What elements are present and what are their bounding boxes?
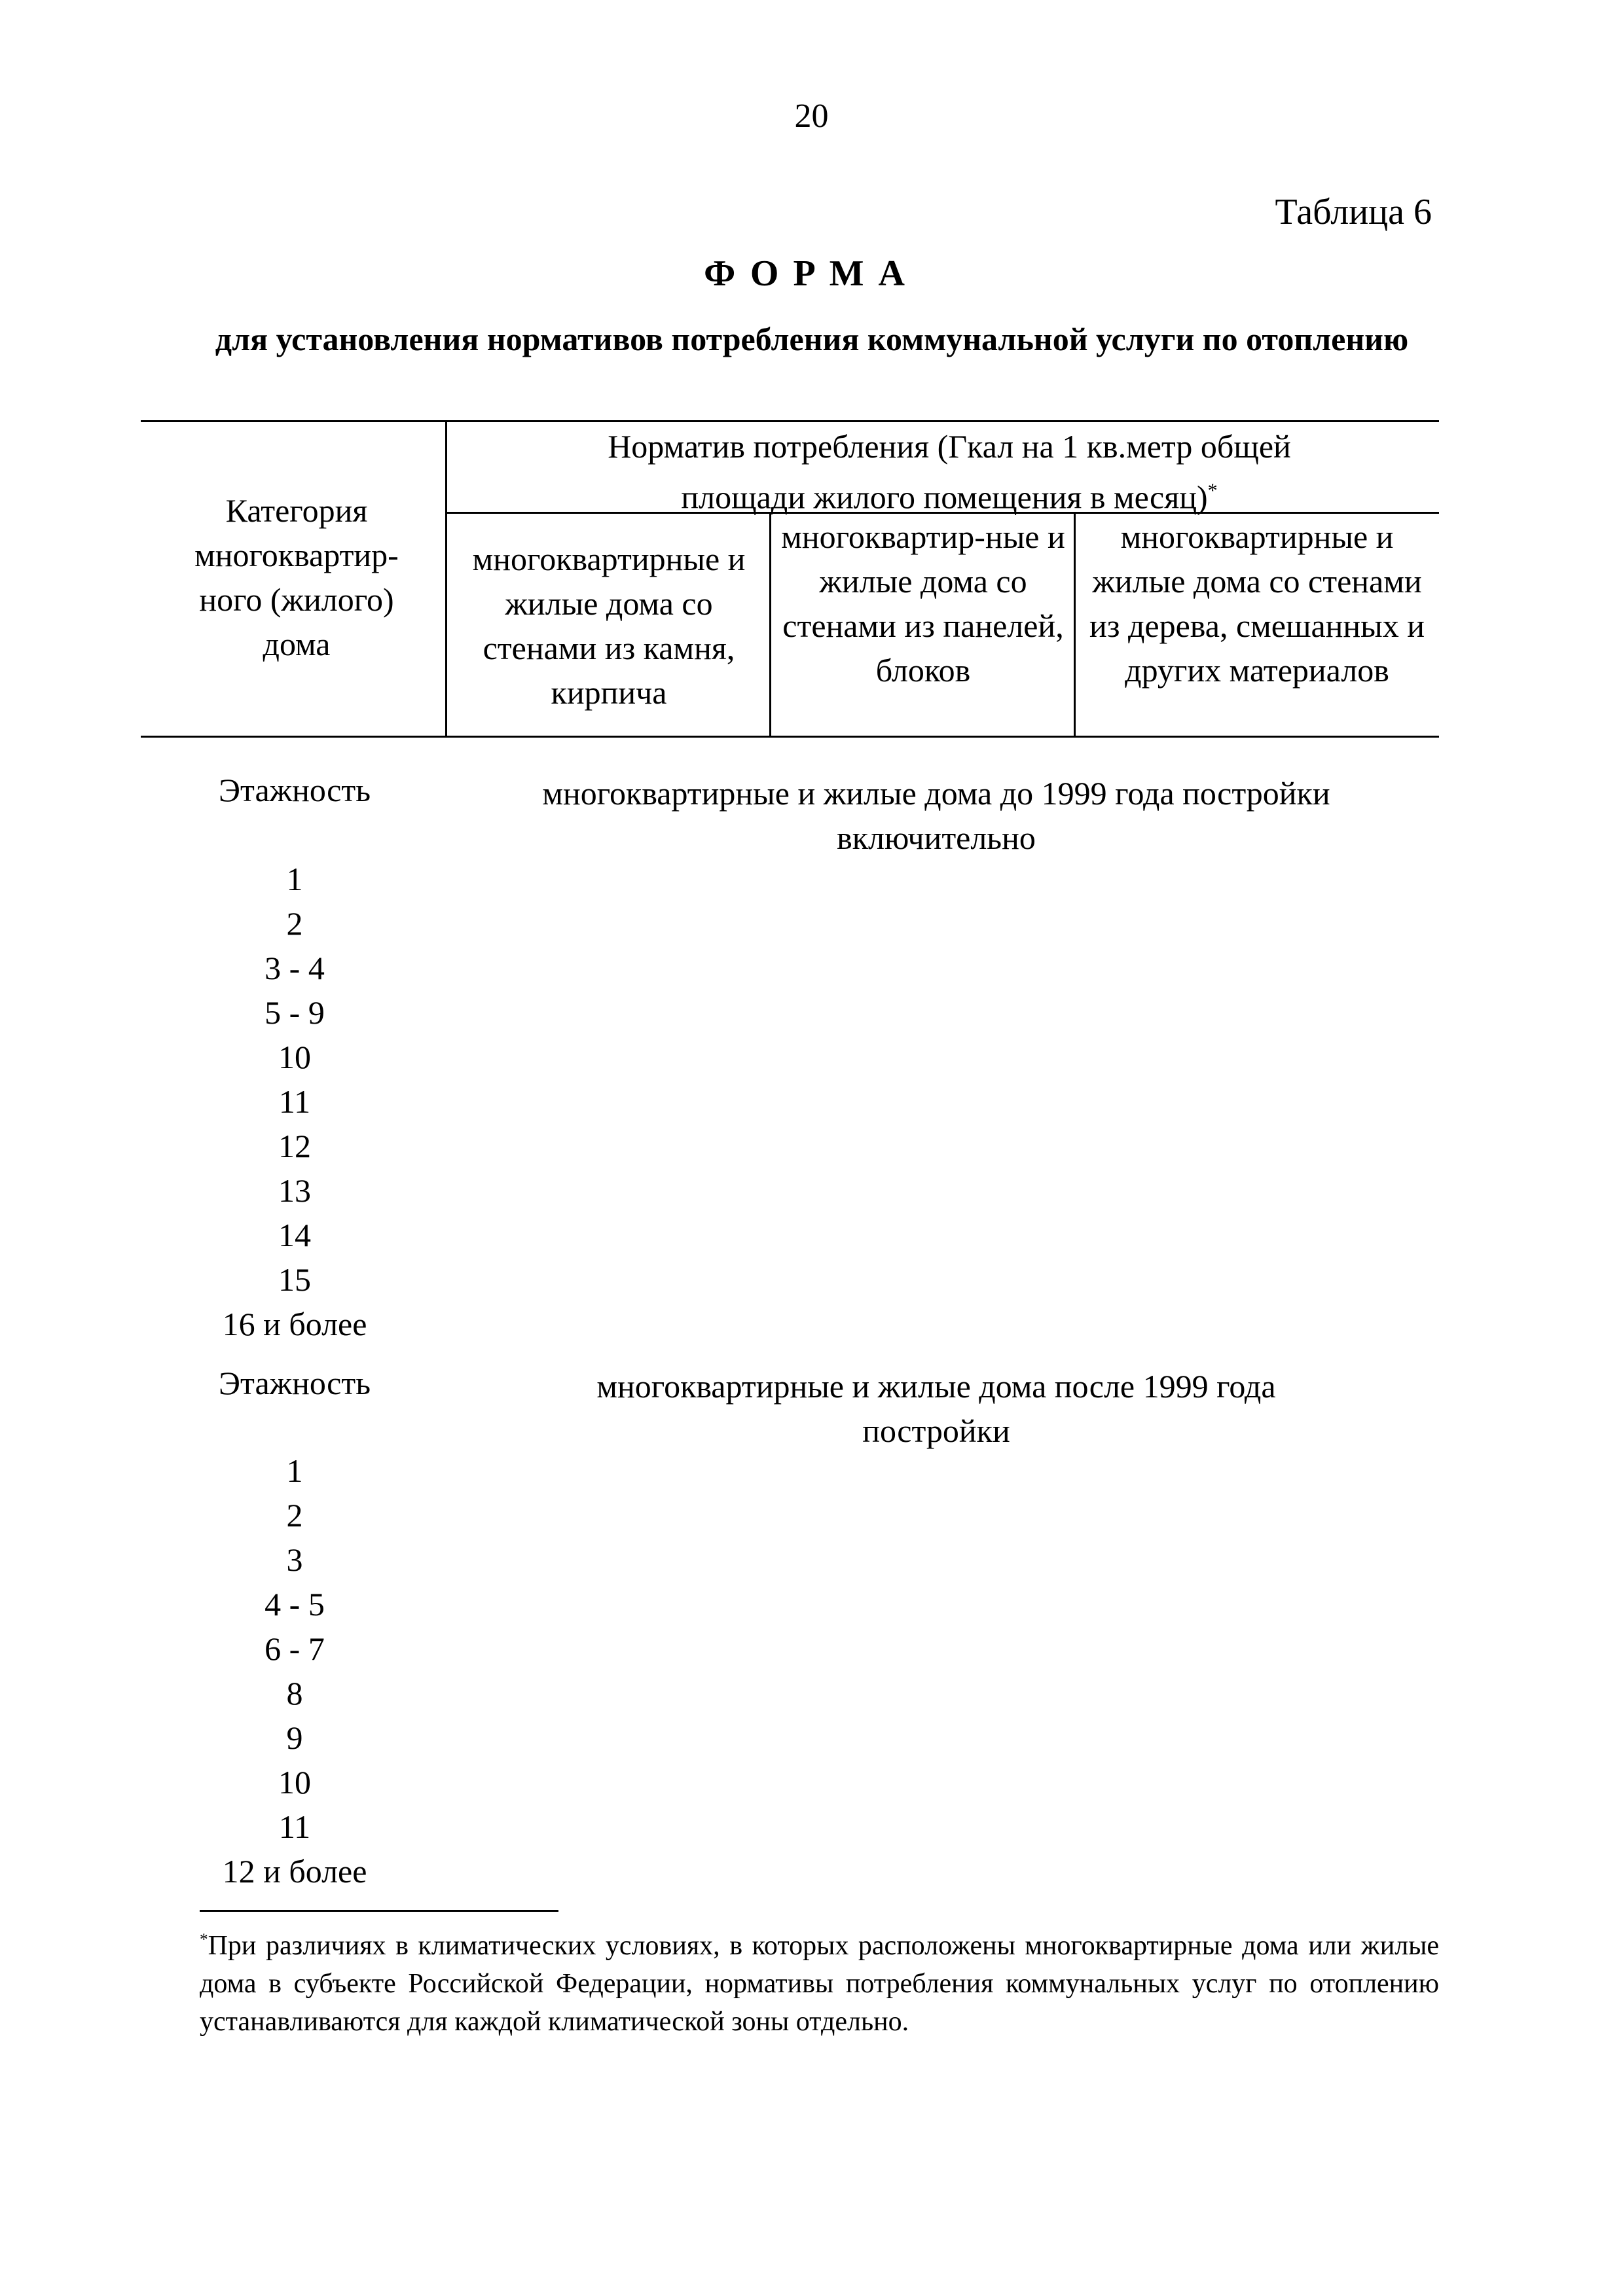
section-heading: многоквартирные и жилые дома до 1999 года постройки включительно <box>542 775 1330 856</box>
col-divider-3 <box>1074 512 1076 738</box>
form-title: ФОРМА <box>704 253 919 294</box>
footnote <box>200 1921 1439 2041</box>
header-panel-block: многоквартир-ные и жилые дома со стенами из панелей, блоков <box>781 518 1065 689</box>
floor-row: 12 и более <box>222 1853 367 1890</box>
floor-row: 3 - 4 <box>264 950 325 986</box>
footnote-mark: * <box>200 1931 208 1948</box>
header-category: Категория многоквартир-ного (жилого) дома <box>194 492 399 662</box>
floor-row: 3 <box>286 1541 303 1578</box>
floor-row: 2 <box>286 905 303 942</box>
floor-row: 15 <box>278 1261 311 1298</box>
floor-row: 13 <box>278 1172 311 1209</box>
floor-row: 6 - 7 <box>264 1630 325 1667</box>
floor-row: 4 - 5 <box>264 1586 325 1623</box>
floor-row: 12 <box>278 1128 311 1164</box>
floor-row: 11 <box>278 1808 311 1845</box>
section-label: Этажность <box>218 772 371 808</box>
footnote-rule <box>200 1910 558 1912</box>
floor-row: 10 <box>278 1764 311 1801</box>
table-label: Таблица 6 <box>1275 192 1432 232</box>
header-stone-brick: многоквартирные и жилые дома со стенами из камня, кирпича <box>472 541 746 711</box>
floor-row: 11 <box>278 1083 311 1120</box>
page-number: 20 <box>794 98 829 135</box>
floor-row: 1 <box>286 861 303 897</box>
section-heading: многоквартирные и жилые дома после 1999 года постройки <box>596 1368 1276 1449</box>
floor-row: 16 и более <box>222 1306 367 1342</box>
col-divider-1 <box>445 420 447 738</box>
section-label: Этажность <box>218 1365 371 1401</box>
footnote-text: При различиях в климатических условиях, в которых расположены многоквартирные дома или жилые дома в субъекте Российской Федерации, нормативы потребления коммунальных услуг по отоплению устанавливаются для каждой климатической зоны отдельно. <box>200 1931 1439 2037</box>
floor-row: 2 <box>286 1497 303 1534</box>
floor-row: 14 <box>278 1217 311 1253</box>
header-norm-footnote-mark: * <box>1207 480 1218 501</box>
table-bottom-rule <box>141 736 1439 738</box>
floor-row: 10 <box>278 1039 311 1075</box>
floor-row: 9 <box>286 1719 303 1756</box>
header-norm-group-text: Норматив потребления (Гкал на 1 кв.метр общей площади жилого помещения в месяц) <box>608 428 1291 516</box>
floor-row: 1 <box>286 1452 303 1489</box>
header-wood-mixed: многоквартирные и жилые дома со стенами из дерева, смешанных и других материалов <box>1089 518 1425 689</box>
table-top-rule <box>141 420 1439 422</box>
floor-row: 8 <box>286 1675 303 1712</box>
header-norm-group <box>563 424 1336 520</box>
form-subtitle: для установления нормативов потребления коммунальной услуги по отоплению <box>215 321 1409 357</box>
col-divider-2 <box>769 512 771 738</box>
floor-row: 5 - 9 <box>264 994 325 1031</box>
